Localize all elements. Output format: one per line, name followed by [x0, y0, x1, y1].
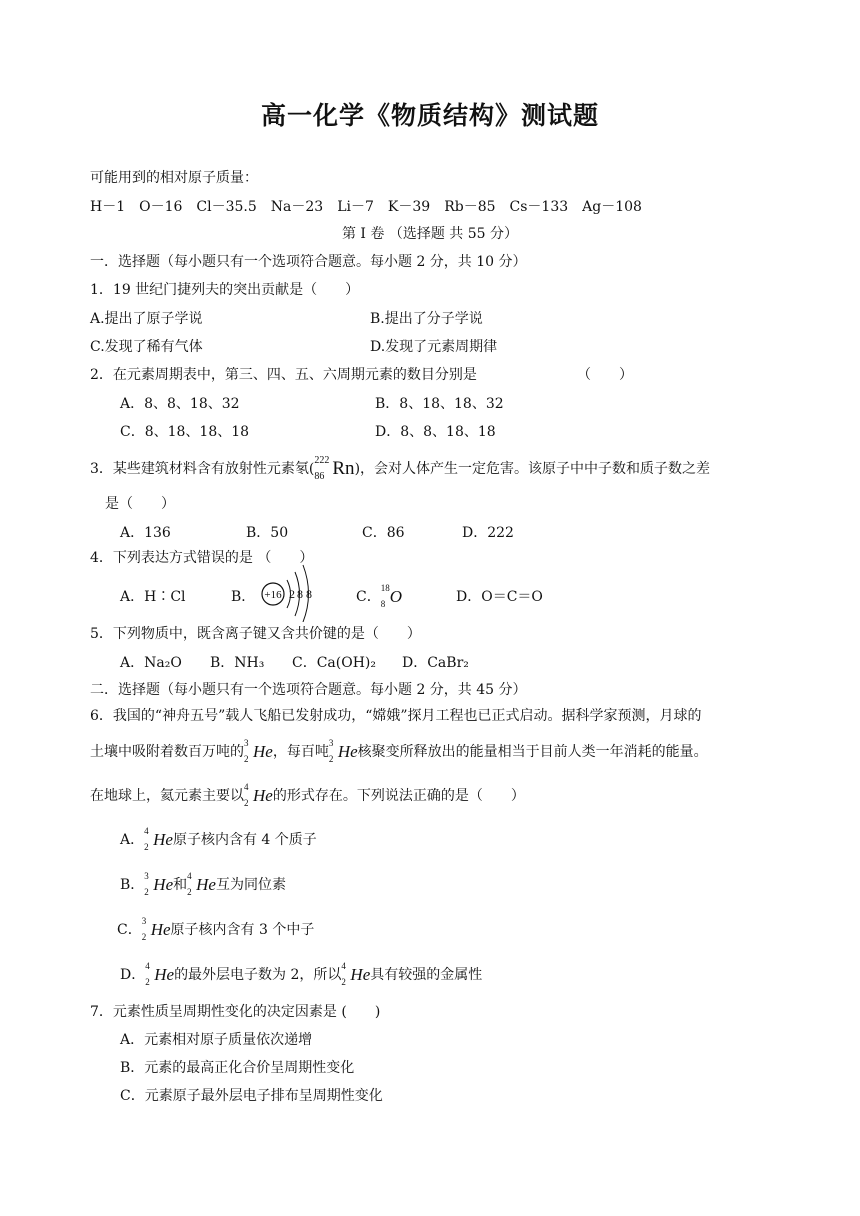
he4-mass-number: 4	[341, 961, 346, 971]
nucleus-charge: +16	[264, 589, 282, 601]
oxygen-18-nuclide	[380, 583, 402, 609]
radon-nuclide	[314, 455, 355, 482]
q6-option-a-label: A．	[120, 832, 145, 848]
he-symbol: He	[153, 875, 174, 894]
he-atomic-number: 2	[328, 754, 334, 764]
q3-option-d: D．222	[462, 525, 514, 541]
he-symbol: He	[154, 965, 175, 984]
q4-option-b-label: B．	[231, 589, 256, 605]
he-symbol: He	[350, 965, 371, 984]
mass-cl: Cl－35.5	[196, 199, 257, 215]
page-title: 高一化学《物质结构》测试题	[260, 101, 599, 130]
section1-heading: 一．选择题（每小题只有一个选项符合题意。每小题 2 分，共 10 分）	[90, 254, 527, 270]
radon-mass-number: 222	[314, 455, 330, 466]
helium-4-nuclide	[144, 826, 173, 852]
mass-rb: Rb－85	[444, 199, 496, 215]
he-symbol: He	[150, 920, 171, 939]
q6-line1: 6．我国的“神舟五号”载人飞船已发射成功，“嫦娥”探月工程也已正式启动。据科学家预测，月球的	[90, 708, 702, 724]
q6-option-b	[120, 871, 286, 897]
he-symbol: He	[153, 830, 173, 849]
q2-stem: 2．在元素周期表中，第三、四、五、六周期元素的数目分别是	[90, 367, 477, 383]
q5-option-c: C．Ca(OH)₂	[292, 655, 376, 671]
he-atomic-number: 2	[144, 887, 149, 897]
mass-na: Na－23	[270, 199, 324, 215]
mass-o: O－16	[139, 199, 183, 215]
mass-k: K－39	[387, 199, 431, 215]
q7-option-a: A．元素相对原子质量依次递增	[120, 1032, 313, 1048]
q1-option-a: A.提出了原子学说	[90, 311, 203, 327]
shell-1-electrons: 2	[289, 587, 295, 601]
helium-4-nuclide	[341, 961, 371, 987]
mass-li: Li－7	[337, 199, 374, 215]
section2-heading: 二．选择题（每小题只有一个选项符合题意。每小题 2 分，共 45 分）	[90, 682, 527, 698]
q3-option-a: A．136	[120, 525, 171, 541]
q2-answer-paren: （ ）	[577, 367, 633, 383]
shell-2-electrons: 8	[297, 587, 303, 601]
q6-option-d-label: D．	[120, 967, 146, 983]
q6-line2-text-c: 核聚变所释放出的能量相当于目前人类一年消耗的能量。	[357, 744, 708, 760]
q6-line2-text-a: 土壤中吸附着数百万吨的	[90, 744, 244, 760]
q3-option-c: C．86	[362, 525, 405, 541]
q1-option-b: B.提出了分子学说	[370, 311, 483, 327]
he-atomic-number: 2	[341, 977, 346, 987]
q6-option-c	[117, 916, 315, 942]
helium-3-nuclide	[144, 871, 174, 897]
q6-option-b-mid: 和	[173, 877, 188, 893]
atomic-mass-label: 可能用到的相对原子质量：	[90, 170, 258, 186]
shell-3-electrons: 8	[306, 587, 312, 601]
helium-4-nuclide	[145, 961, 175, 987]
q6-option-d-text: 具有较强的金属性	[370, 967, 483, 983]
radon-atomic-number: 86	[314, 471, 325, 482]
oxygen-atomic-number: 8	[380, 599, 386, 609]
q3-stem	[90, 455, 711, 482]
he4-mass-number: 4	[144, 826, 149, 836]
q6-option-c-label: C．	[117, 922, 142, 938]
q6-line3	[90, 782, 525, 808]
q7-option-c: C．元素原子最外层电子排布呈周期性变化	[120, 1088, 383, 1104]
he3-mass-number: 3	[144, 871, 149, 881]
radon-symbol: Rn	[332, 458, 355, 479]
q1-option-d: D.发现了元素周期律	[370, 339, 498, 355]
q4-option-a: A．H∶Cl	[120, 589, 186, 605]
oxygen-symbol: O	[389, 587, 402, 606]
q3-stem-post: )，会对人体产生一定危害。该原子中中子数和质子数之差	[354, 461, 711, 477]
helium-4-nuclide	[244, 782, 273, 808]
q6-line3-text-a: 在地球上，氦元素主要以	[90, 788, 244, 804]
q5-option-b: B．NH₃	[210, 655, 265, 671]
q6-option-d-mid: 的最外层电子数为 2，所以	[174, 967, 342, 983]
q6-option-a	[120, 826, 317, 852]
q5-option-d: D．CaBr₂	[402, 655, 469, 671]
q6-line2	[90, 738, 708, 764]
q4-option-c	[356, 583, 402, 609]
q2-option-d: D．8、8、18、18	[375, 424, 496, 440]
q5-option-a: A．Na₂O	[120, 655, 182, 671]
he-atomic-number: 2	[244, 754, 249, 764]
he4-mass-number: 4	[145, 961, 150, 971]
atomic-mass-list	[90, 197, 642, 217]
q5-stem: 5．下列物质中，既含离子键又含共价键的是（ ）	[90, 626, 421, 642]
q3-stem-cont: 是（ ）	[105, 496, 175, 512]
sulfur-ion-structure-diagram	[256, 556, 326, 622]
q4-option-d: D．O＝C＝O	[456, 589, 543, 605]
q6-option-b-label: B．	[120, 877, 145, 893]
he-atomic-number: 2	[187, 887, 192, 897]
mass-h: H－1	[90, 199, 126, 215]
helium-3-nuclide	[244, 738, 273, 764]
he-atomic-number: 2	[144, 842, 149, 852]
q1-option-c: C.发现了稀有气体	[90, 339, 203, 355]
he-symbol: He	[253, 742, 273, 761]
mass-cs: Cs－133	[509, 199, 569, 215]
oxygen-mass-number: 18	[380, 583, 390, 593]
q4-option-c-label: C．	[356, 589, 381, 605]
q7-option-b: B．元素的最高正化合价呈周期性变化	[120, 1060, 355, 1076]
q7-stem: 7．元素性质呈周期性变化的决定因素是 ( )	[90, 1004, 381, 1020]
q6-option-c-text: 原子核内含有 3 个中子	[170, 922, 315, 938]
volume-header: 第 I 卷 （选择题 共 55 分）	[341, 226, 519, 242]
q6-option-d	[120, 961, 483, 987]
q6-line3-text-b: 的形式存在。下列说法正确的是（ ）	[272, 788, 525, 804]
he-atomic-number: 2	[141, 932, 147, 942]
he-symbol: He	[337, 742, 358, 761]
q3-option-b: B．50	[246, 525, 289, 541]
he-symbol: He	[196, 875, 216, 894]
he4-mass-number: 4	[187, 871, 192, 881]
q3-stem-pre: 3．某些建筑材料含有放射性元素氡(	[90, 461, 315, 477]
helium-3-nuclide	[328, 738, 358, 764]
q2-option-c: C．8、18、18、18	[120, 424, 250, 440]
he-atomic-number: 2	[244, 798, 249, 808]
q6-line2-text-b: ，每百吨	[272, 744, 329, 760]
q6-option-b-text: 互为同位素	[215, 877, 286, 893]
helium-4-nuclide	[187, 871, 216, 897]
q1-stem: 1．19 世纪门捷列夫的突出贡献是（ ）	[90, 282, 360, 298]
helium-3-nuclide	[141, 916, 171, 942]
he4-mass-number: 4	[244, 782, 249, 792]
q6-option-a-text: 原子核内含有 4 个质子	[172, 832, 317, 848]
he3-mass-number: 3	[328, 738, 334, 748]
q2-option-a: A．8、8、18、32	[120, 396, 240, 412]
he-symbol: He	[253, 786, 273, 805]
he-atomic-number: 2	[145, 977, 150, 987]
mass-ag: Ag－108	[582, 199, 642, 215]
he3-mass-number: 3	[141, 916, 147, 926]
q4-stem: 4．下列表达方式错误的是 （ ）	[90, 550, 314, 566]
q2-option-b: B．8、18、18、32	[375, 396, 504, 412]
he3-mass-number: 3	[244, 738, 249, 748]
